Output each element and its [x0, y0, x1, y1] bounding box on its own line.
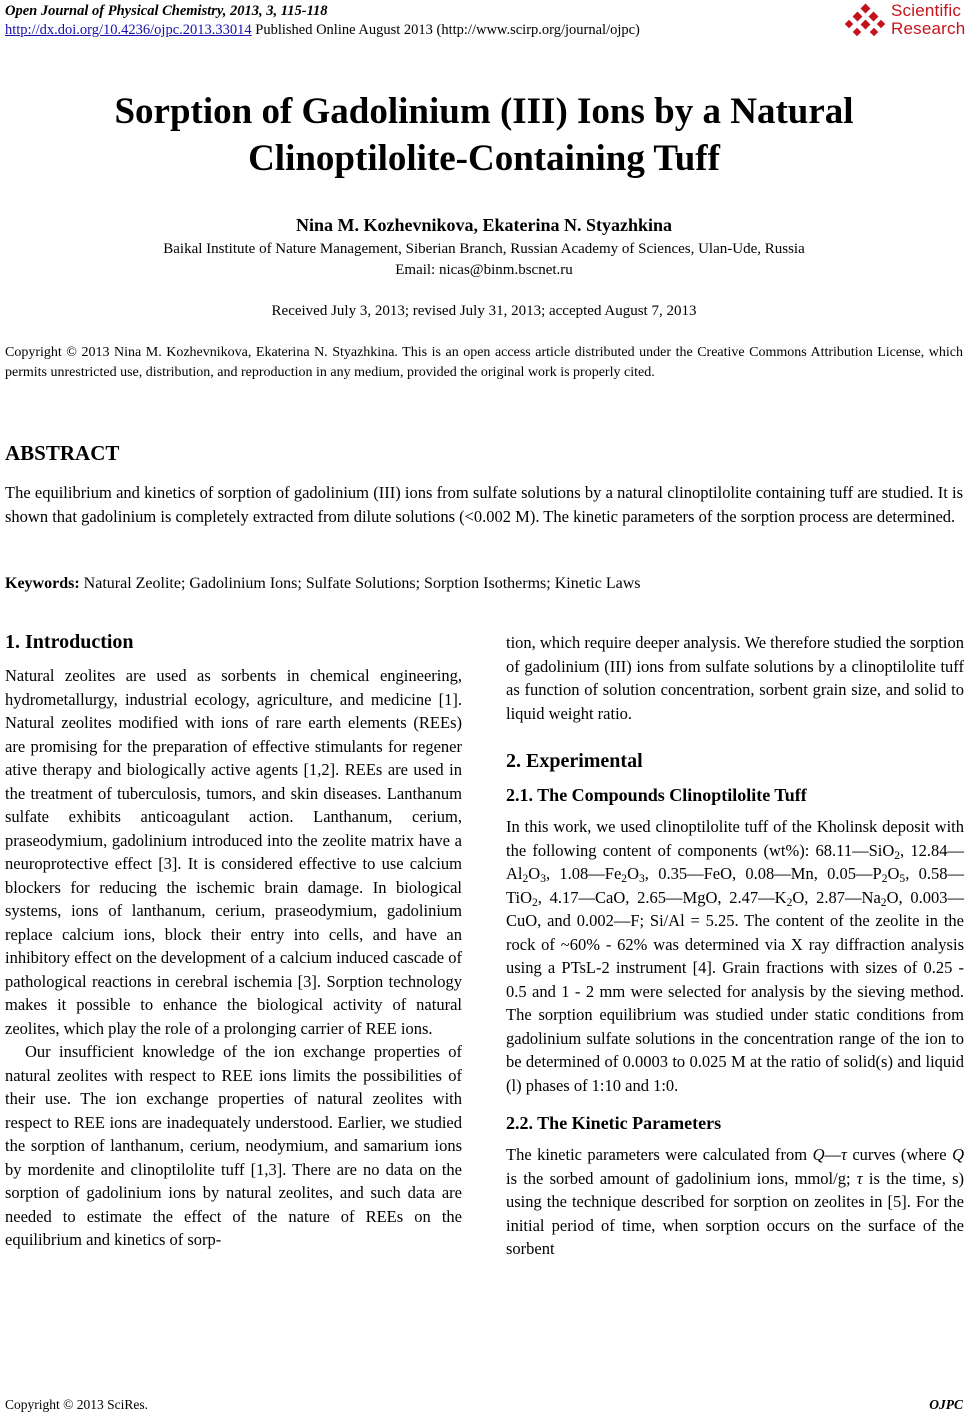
- logo-mark-icon: [844, 3, 888, 39]
- published-text: Published Online August 2013 (http://www.scirp.org/journal/ojpc): [251, 22, 640, 38]
- experimental-heading: 2. Experimental: [506, 750, 643, 772]
- subsection-2-1-paragraph: In this work, we used clinoptilolite tuff of the Kholinsk deposit with the following content of components (wt%): 68.11—SiO$_2$, $12.84—Al_2O_3$, $1.08—Fe_2O_3$, 0.35—FeO, 0.08—Mn, $0.05—P_2O_5$, 0.58—TiO$_2$, 4.17—CaO, 2.65—MgO, $2.47—K_2O$, $2.87—Na_2O$, 0.003—CuO, and 0.002—F; Si/Al = 5.25. The content of the zeolite in the rock of ~60% - 62% was determined via X ray diffraction analysis using a PTsL-2 instrument [4]. Grain fractions with sizes of 0.25 - 0.5 and 1 - 2 mm were selected for analysis by the sieving method. The sorption equilibrium was studied under static conditions from gadolinium sulfate solutions in the concentration range of the ion to be determined of 0.0003 to 0.025 M at the ratio of solid(s) and liquid (l) phases of 1:10 and 1:0.: [506, 817, 965, 1095]
- journal-volume: , 2013, 3, 115-118: [222, 3, 328, 19]
- title-line1: Sorption of Gadolinium (III) Ions by a Natural: [114, 91, 854, 132]
- doi-line: [5, 21, 640, 39]
- introduction-heading: 1. Introduction: [5, 631, 134, 653]
- subsection-2-1-heading: 2.1. The Compounds Clinoptilolite Tuff: [506, 785, 807, 805]
- doi-link[interactable]: http://dx.doi.org/10.4236/ojpc.2013.33014: [5, 22, 252, 38]
- subsection-2-2-heading: 2.2. The Kinetic Parameters: [506, 1113, 722, 1133]
- copyright-notice: Copyright © 2013 Nina M. Kozhevnikova, Ekaterina N. Styazhkina. This is an open access article distributed under the Creative Commons Attribution License, which permits unrestricted use, distribution, and reproduction in any medium, provided the original work is properly cited.: [5, 345, 963, 380]
- intro-paragraph-1: Natural zeolites are used as sorbents in chemical engineering, hydrometallurgy, industrial ecology, agriculture, and medicine [1]. Natural zeolites modified with ions of rare earth elements (REEs) are promising for the preparation of effective stimulants for regener ative therapy and biologically active agents [1,2]. REEs are used in the treatment of tuberculosis, tumors, and skin diseases. Lanthanum sulfate exhibits anticoagulant action. Lanthanum, cerium, praseodymium, gadolinium introduced into the zeolite matrix have a neuroprotective effect [3]. It is considered effective to use calcium blockers for reducing the ischemic brain damage. In biological systems, ions of lanthanum, cerium, praseodymium, gadolinium replace calcium ions, block their entry into cells, and have an inhibitory effect on the development of a calcium induced cascade of pathological reactions in cerebral ischemia [3]. Sorption technology makes it possible to enhance the biological activity of natural zeolites, which play the role of a prolonging carrier of REE ions.: [5, 666, 462, 1038]
- footer-journal-abbrev: OJPC: [929, 1397, 963, 1412]
- right-column: [506, 631, 964, 1261]
- abstract-text: The equilibrium and kinetics of sorption of gadolinium (III) ions from sulfate solutions by a natural clinoptilolite containing tuff are studied. It is shown that gadolinium is completely extracted from dilute solutions (<0.002 M). The kinetic parameters of the sorption process are determined.: [5, 483, 963, 526]
- left-column: [5, 628, 462, 1252]
- intro-paragraph-2: Our insufficient knowledge of the ion exchange properties of natural zeolites with respect to REE ions limits the possibilities of their use. The ion exchange properties of natural zeolites with respect to REE ions are inadequately understood. Earlier, we studied the sorption of lanthanum, cerium, neodymium, and samarium ions by mordenite and clinoptilolite tuff [1,3]. There are no data on the sorption of gadolinium ions by natural zeolites, and such data are needed to estimate the effect of the nature of REEs on the equilibrium and kinetics of sorp-: [5, 1042, 462, 1249]
- keywords-text: Natural Zeolite; Gadolinium Ions; Sulfate Solutions; Sorption Isotherms; Kinetic Laws: [79, 575, 641, 592]
- keywords-label: Keywords:: [5, 575, 80, 592]
- subsection-2-2-paragraph: The kinetic parameters were calculated from Q—τ curves (where Q is the sorbed amount of gadolinium ions, mmol/g; τ is the time, s) using the technique described for sorption on zeolites in [5]. For the initial period of time, when sorption occurs on the surface of the sorbent: [506, 1145, 965, 1258]
- logo-line1: Scientific: [891, 1, 962, 20]
- paper-title: [0, 88, 968, 182]
- intro-paragraph-continued: tion, which require deeper analysis. We therefore studied the sorption of gadolinium (III) ions from sulfate solutions by a clinoptilolite tuff as function of solution concentration, sorbent grain size, and solid to liquid weight ratio.: [506, 633, 964, 723]
- footer-copyright: Copyright © 2013 SciRes.: [5, 1397, 149, 1412]
- received-dates: Received July 3, 2013; revised July 31, 2013; accepted August 7, 2013: [271, 303, 697, 319]
- title-line2: Clinoptilolite-Containing Tuff: [248, 138, 720, 179]
- journal-citation: [5, 2, 328, 20]
- abstract-heading: ABSTRACT: [5, 441, 120, 465]
- authors: Nina M. Kozhevnikova, Ekaterina N. Styazhkina: [295, 215, 673, 235]
- keywords: [5, 572, 963, 595]
- logo-line2: Research: [891, 19, 966, 38]
- journal-name: Open Journal of Physical Chemistry: [5, 3, 223, 19]
- scientific-research-logo: [844, 1, 966, 40]
- email: Email: nicas@binm.bscnet.ru: [395, 262, 573, 278]
- affiliation: Baikal Institute of Nature Management, Siberian Branch, Russian Academy of Sciences, Ulan-Ude, Russia: [163, 241, 805, 257]
- logo-text: [891, 2, 965, 38]
